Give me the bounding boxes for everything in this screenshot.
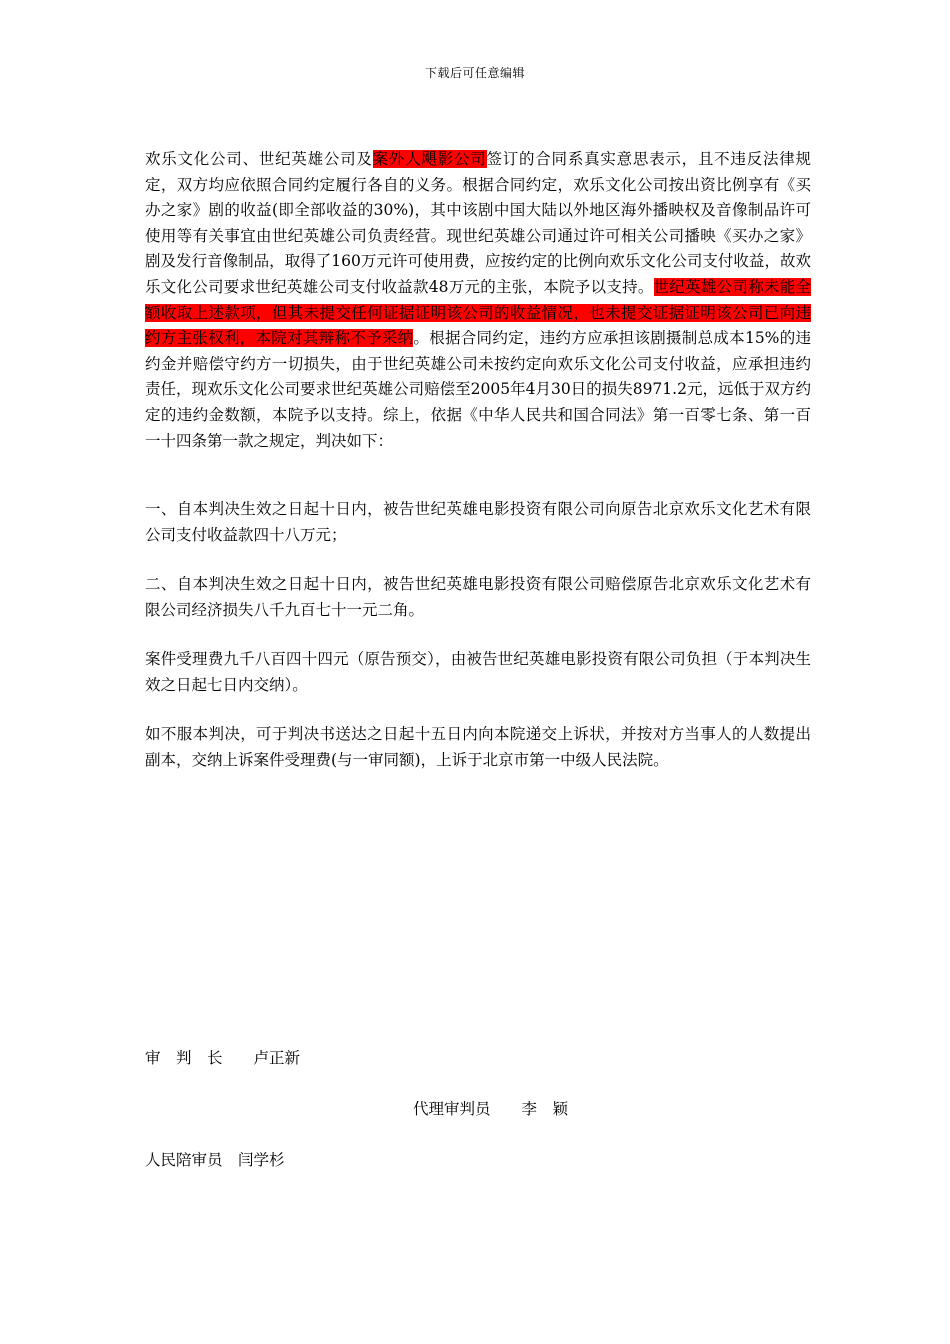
text-segment: 签订的合同系真实意思表示，且不违反法律规定，双方均应依照合同约定履行各自的义务。根据合同约定，欢乐文化公司按出资比例享有《买办之家》剧的收益(即全部收益的30%)，其中该剧中国大陆以外地区海外播映权及音像制品许可使用等有关事宜由世纪英雄公司负责经营。现世纪英雄公司通过许可相关公司播映《买办之家》剧及发行音像制品，取得了160万元许可使用费，应按约定的比例向欢乐文化公司支付收益，故欢乐文化公司要求世纪英雄公司支付收益款48万元的主张，本院予以支持。 bbox=[145, 150, 811, 296]
court-fee-paragraph: 案件受理费九千八百四十四元（原告预交），由被告世纪英雄电影投资有限公司负担（于本判决生效之日起七日内交纳）。 bbox=[145, 650, 811, 694]
text-segment: 欢乐文化公司、世纪英雄公司及 bbox=[145, 150, 373, 168]
text-segment: 。根据合同约定，违约方应承担该剧摄制总成本15%的违约金并赔偿守约方一切损失，由于世纪英雄公司未按约定向欢乐文化公司支付收益，应承担违约责任，现欢乐文化公司要求世纪英雄公司赔偿至2005年4月30日的损失8971.2元，远低于双方约定的违约金数额，本院予以支持。综上，依据《中华人民共和国合同法》第一百零七条、第一百一十四条第一款之规定，判决如下： bbox=[145, 329, 811, 450]
signature-chief-judge: 审 判 长 卢正新 bbox=[145, 1049, 301, 1067]
paragraph-reasoning bbox=[145, 147, 811, 454]
appeal-paragraph: 如不服本判决，可于判决书送达之日起十五日内向本院递交上诉状，并按对方当事人的人数提出副本，交纳上诉案件受理费(与一审同额)，上诉于北京市第一中级人民法院。 bbox=[145, 725, 811, 769]
signature-acting-judge: 代理审判员 李 颖 bbox=[413, 1100, 569, 1118]
highlighted-text: 案外人飓影公司 bbox=[372, 150, 487, 168]
highlighted-text: 世纪英雄公司称未能全额收取上述款项，但其未提交任何证据证明该公司的收益情况，也未提交证据证明该公司已向违约方主张权利，本院对其辩称不予采纳 bbox=[145, 277, 811, 348]
signature-juror: 人民陪审员 闫学杉 bbox=[145, 1151, 285, 1169]
header-note: 下载后可任意编辑 bbox=[424, 66, 525, 80]
judgment-item-1: 一、自本判决生效之日起十日内，被告世纪英雄电影投资有限公司向原告北京欢乐文化艺术有限公司支付收益款四十八万元； bbox=[145, 500, 811, 544]
judgment-item-2: 二、自本判决生效之日起十日内，被告世纪英雄电影投资有限公司赔偿原告北京欢乐文化艺术有限公司经济损失八千九百七十一元二角。 bbox=[145, 575, 811, 619]
